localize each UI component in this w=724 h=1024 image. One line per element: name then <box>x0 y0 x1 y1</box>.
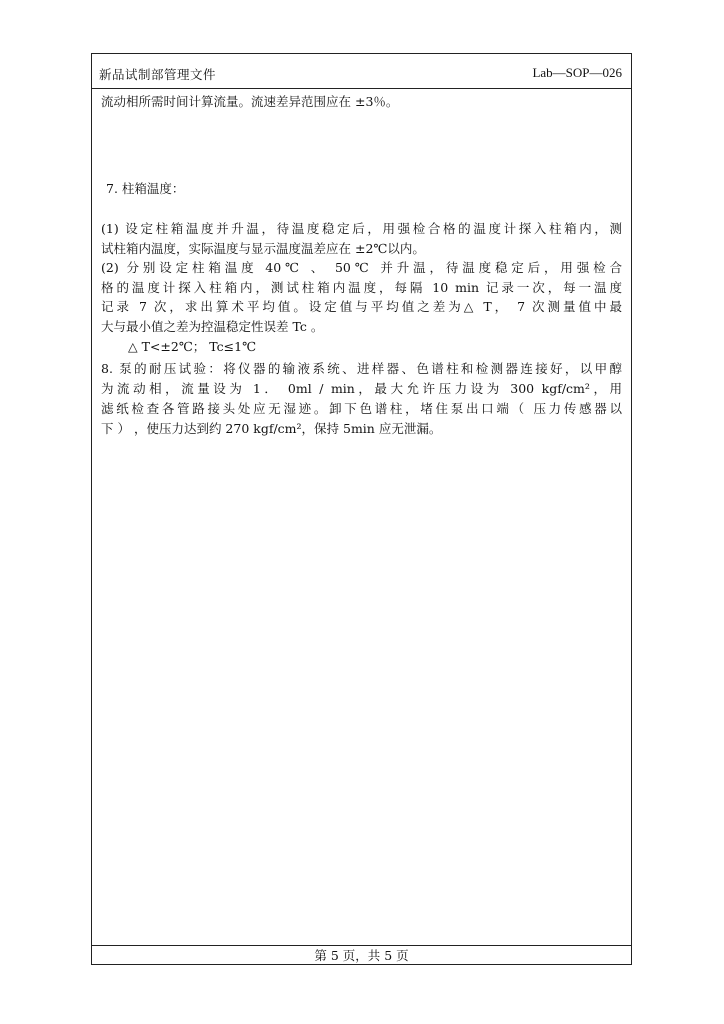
document-header <box>92 54 631 89</box>
document-code: Lab—SOP—026 <box>532 65 622 80</box>
section-7-item-1-line-2: 试柱箱内温度，实际温度与显示温度温差应在 ±2℃以内。 <box>101 241 425 256</box>
document-body <box>92 89 631 946</box>
document-footer <box>92 945 631 964</box>
section-7-item-2-line-3: 记录 7 次，求出算术平均值。设定值与平均值之差为△ T， 7 次测量值中最 <box>101 299 622 314</box>
section-8-line-2: 为流动相，流量设为 1． 0ml / min，最大允许压力设为 300 kgf/cm²，用 <box>101 381 622 396</box>
section-8-line-1: 8. 泵的耐压试验：将仪器的输液系统、进样器、色谱柱和检测器连接好，以甲醇 <box>101 361 622 376</box>
section-8-line-3: 滤纸检查各管路接头处应无湿迹。卸下色谱柱，堵住泵出口端（ 压力传感器以 <box>101 401 622 416</box>
section-7-heading: 7. 柱箱温度： <box>106 181 185 196</box>
department-title: 新品试制部管理文件 <box>99 67 217 82</box>
section-7-item-2-line-1: (2) 分别设定柱箱温度 40℃ 、 50℃ 并升温，待温度稳定后，用强检合 <box>101 260 622 275</box>
section-8-line-4: 下 ） ，使压力达到约 270 kgf/cm²，保持 5min 应无泄漏。 <box>101 421 442 436</box>
section-7-criteria: △ T<±2℃； Tc≤1℃ <box>128 339 257 354</box>
section-7-item-2-line-2: 格的温度计探入柱箱内，测试柱箱内温度，每隔 10 min 记录一次，每一温度 <box>101 280 622 295</box>
document-frame <box>91 53 632 965</box>
section-7-item-1-line-1: (1) 设定柱箱温度并升温，待温度稳定后，用强检合格的温度计探入柱箱内，测 <box>101 221 622 236</box>
section-7-item-2-line-4: 大与最小值之差为控温稳定性误差 Tc 。 <box>101 319 324 334</box>
flow-rate-line: 流动相所需时间计算流量。流速差异范围应在 ±3％。 <box>101 94 399 109</box>
page-number: 第 5 页，共 5 页 <box>314 948 409 963</box>
